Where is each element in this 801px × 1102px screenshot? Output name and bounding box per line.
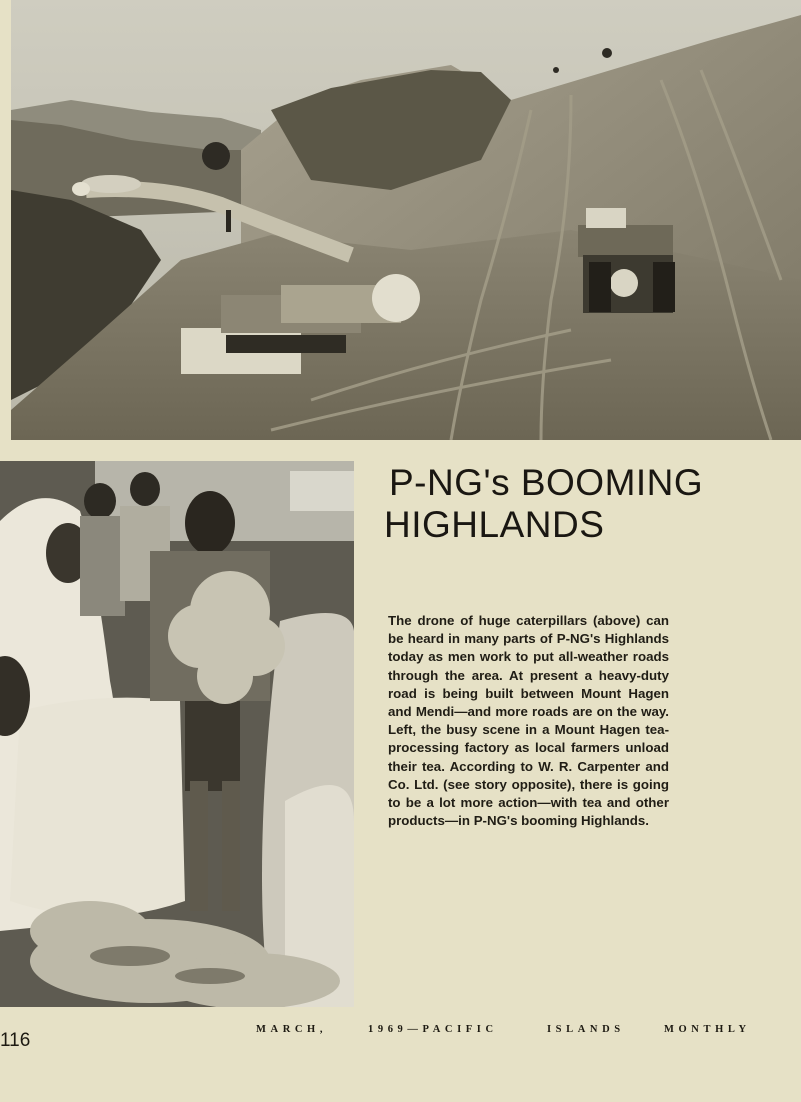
footer-year-publication: 1969—PACIFIC <box>368 1024 498 1035</box>
footer-islands: ISLANDS <box>547 1024 625 1035</box>
page-number: 116 <box>0 1030 31 1051</box>
headline-line-2: HIGHLANDS <box>384 504 605 545</box>
road-construction-photo <box>11 0 801 440</box>
tea-factory-illustration <box>0 461 354 1007</box>
footer-month: MARCH, <box>256 1024 328 1035</box>
footer-monthly: MONTHLY <box>664 1024 751 1035</box>
headline-line-1: P-NG's BOOMING <box>389 462 704 503</box>
tea-factory-photo <box>0 461 354 1007</box>
road-construction-illustration <box>11 0 801 440</box>
photo-caption: The drone of huge caterpillars (above) can be heard in many parts of P-NG's Highlands today as men work to put all-weather roads through the area. At present a heavy-duty road is being built between Mount Hagen and Mendi—and more roads are on the way. Left, the busy scene in a Mount Hagen tea-processing factory as local farmers unload their tea. According to W. R. Carpenter and Co. Ltd. (see story opposite), there is going to be a lot more action—with tea and other products—in P-NG's booming Highlands. <box>388 613 669 829</box>
headline <box>384 462 764 546</box>
